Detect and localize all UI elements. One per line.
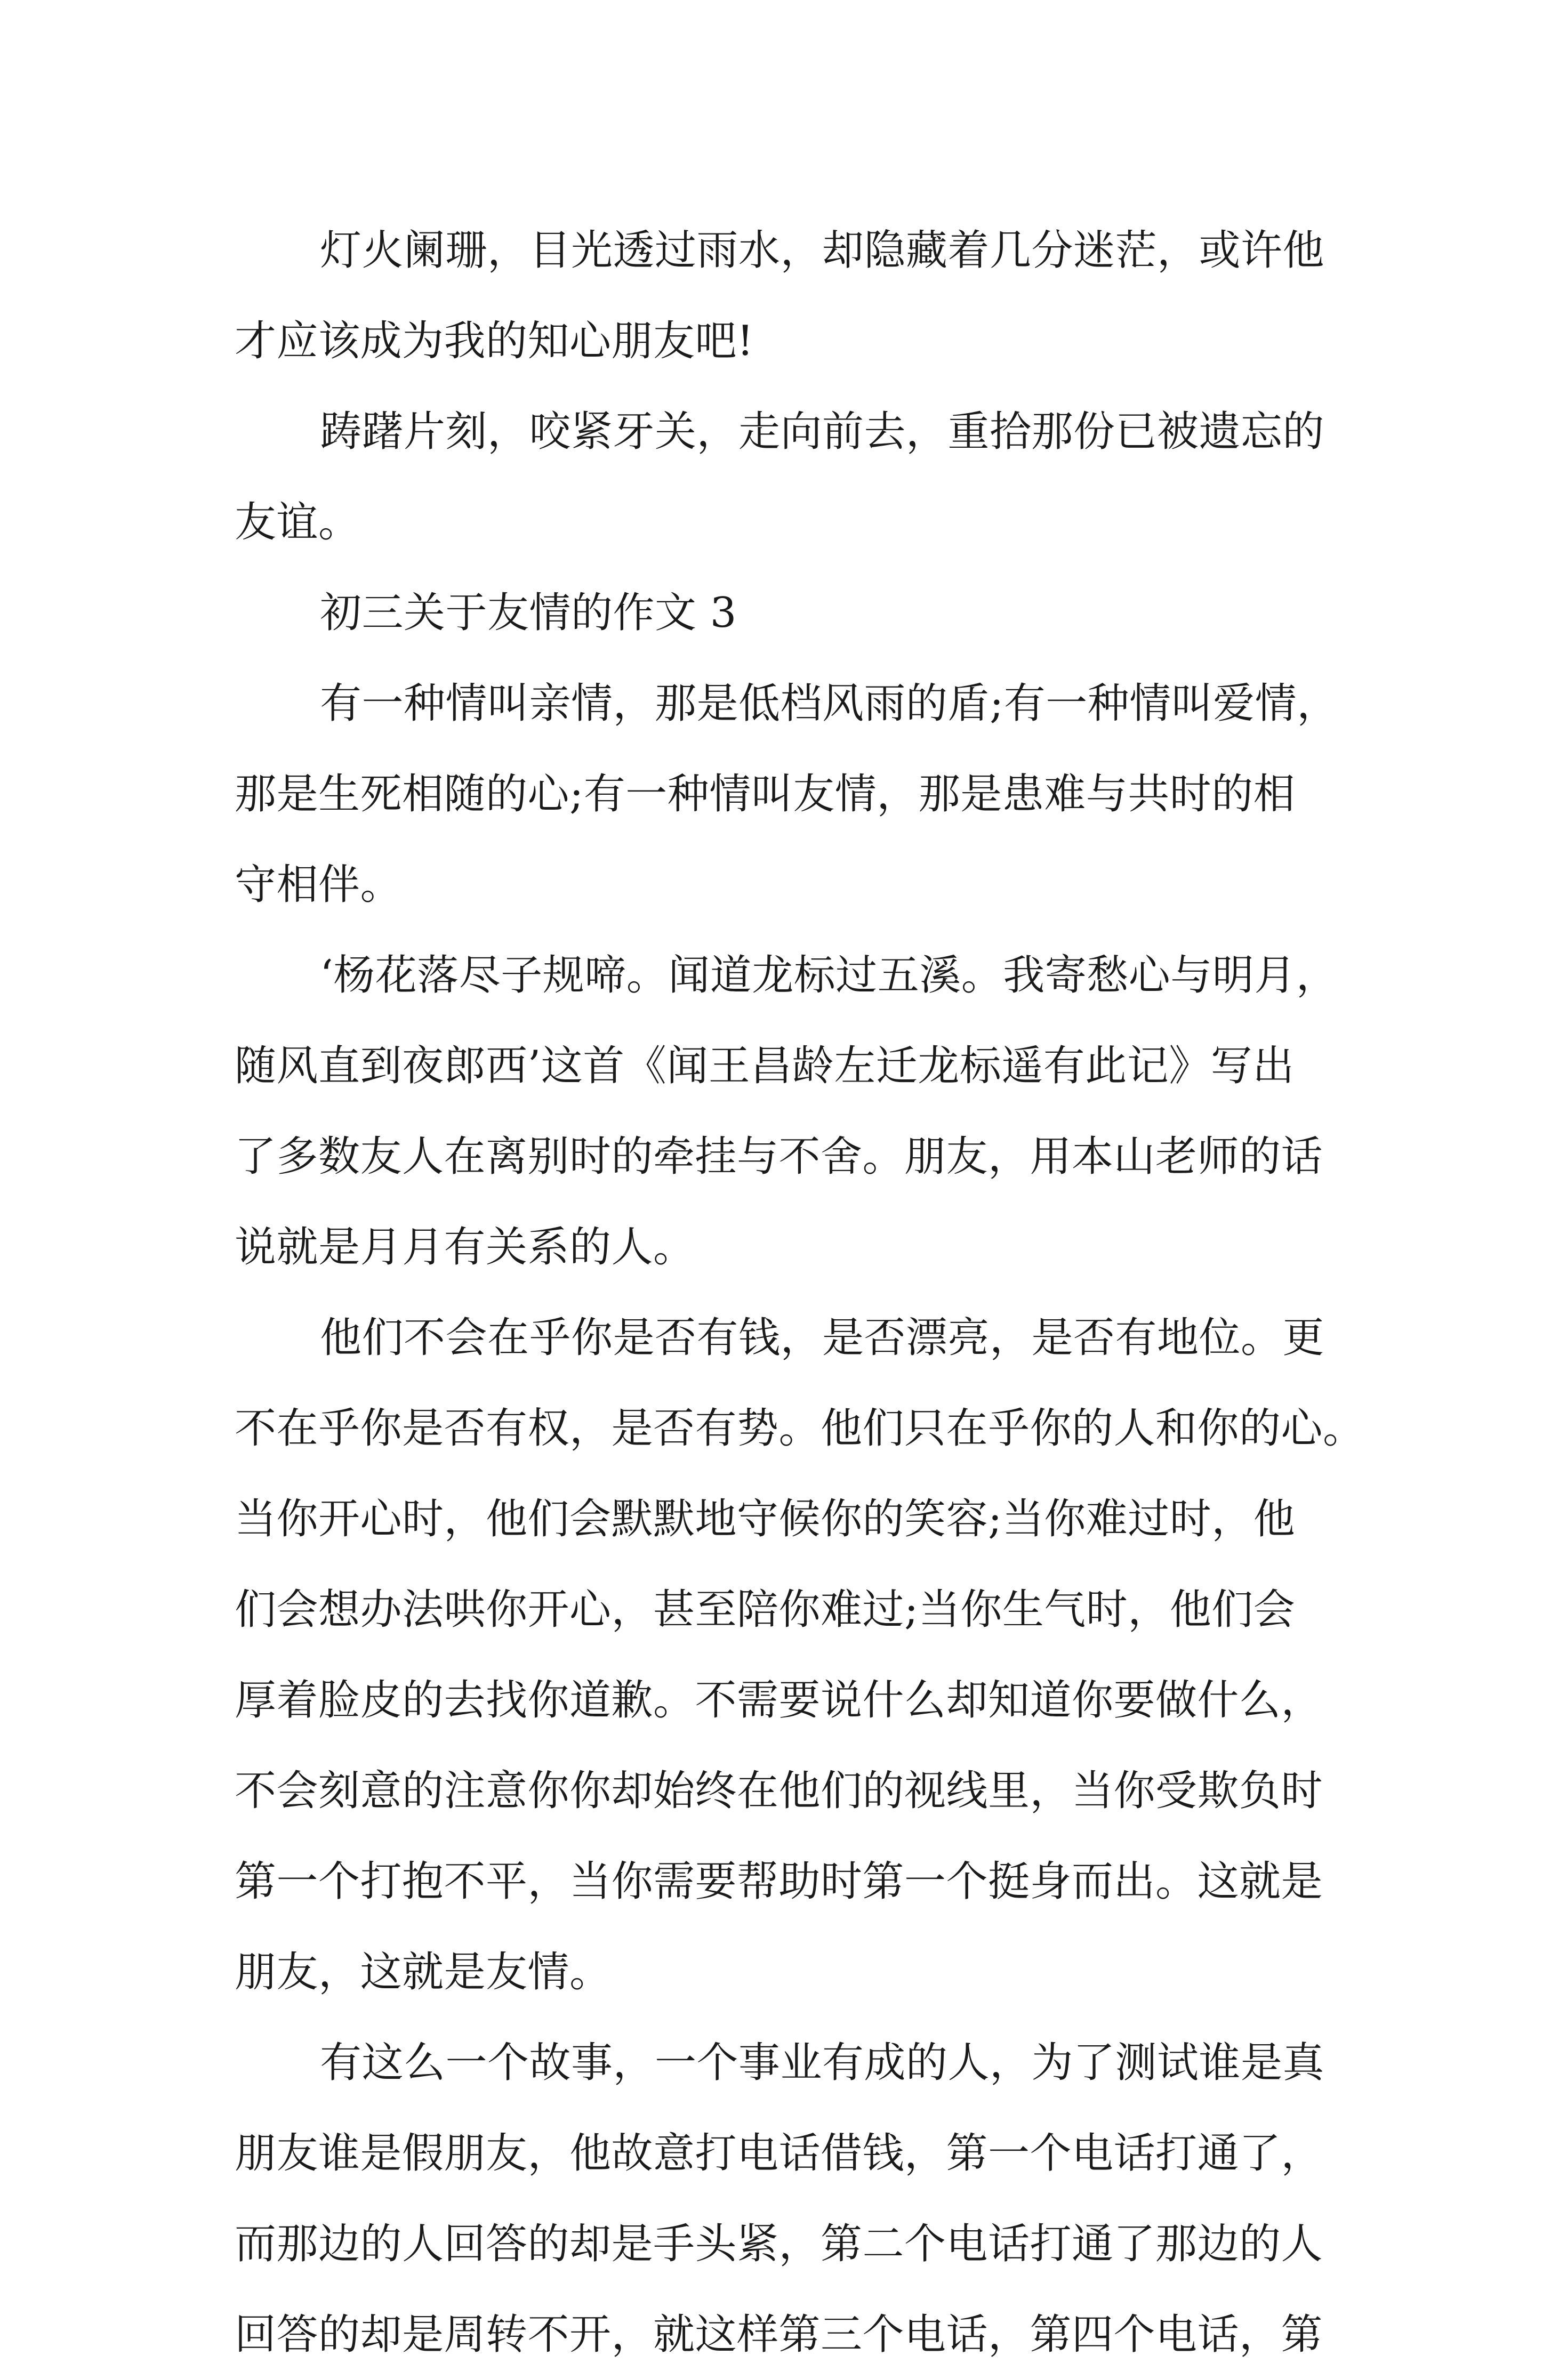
text-line: 朋友谁是假朋友，他故意打电话借钱，第一个电话打通了， — [235, 2129, 1323, 2177]
text-line: 友谊。 — [235, 498, 360, 546]
paragraph-5 — [235, 1293, 1365, 2018]
text-line: 那是生死相随的心;有一种情叫友情，那是患难与共时的相 — [235, 770, 1296, 818]
text-line: 了多数友人在离别时的牵挂与不舍。朋友，用本山老师的话 — [235, 1133, 1323, 1181]
text-line: 说就是月月有关系的人。 — [235, 1223, 695, 1271]
text-line: 第一个打抱不平，当你需要帮助时第一个挺身而出。这就是 — [235, 1858, 1323, 1906]
text-line: 回答的却是周转不开，就这样第三个电话，第四个电话，第 — [235, 2311, 1323, 2359]
paragraph-4 — [235, 930, 1338, 1293]
text-line: 不会刻意的注意你你却始终在他们的视线里，当你受欺负时 — [235, 1767, 1323, 1815]
text-line: 不在乎你是否有权，是否有势。他们只在乎你的人和你的心。 — [235, 1405, 1365, 1453]
text-line: 才应该成为我的知心朋友吧! — [235, 317, 754, 365]
paragraph-6 — [235, 2018, 1333, 2380]
text-line: 们会想办法哄你开心，甚至陪你难过;当你生气时，他们会 — [235, 1586, 1296, 1634]
text-line: 有这么一个故事，一个事业有成的人，为了测试谁是真 — [320, 2039, 1325, 2087]
text-line: 他们不会在乎你是否有钱，是否漂亮，是否有地位。更 — [320, 1314, 1325, 1362]
document-body — [235, 205, 1365, 2380]
text-line: 朋友，这就是友情。 — [235, 1948, 612, 1996]
text-line: 随风直到夜郎西’这首《闻王昌龄左迁龙标遥有此记》写出 — [235, 1042, 1295, 1090]
text-line: 踌躇片刻，咬紧牙关，走向前去，重拾那份已被遗忘的 — [320, 408, 1325, 456]
text-line: 有一种情叫亲情，那是低档风雨的盾;有一种情叫爱情， — [320, 680, 1339, 728]
text-line: 而那边的人回答的却是手头紧，第二个电话打通了那边的人 — [235, 2220, 1323, 2268]
text-line: ‘杨花落尽子规啼。闻道龙标过五溪。我寄愁心与明月， — [320, 951, 1338, 999]
paragraph-3 — [235, 658, 1339, 930]
paragraph-2 — [235, 386, 1333, 568]
section-heading: 初三关于友情的作文 3 — [320, 589, 737, 637]
text-line: 当你开心时，他们会默默地守候你的笑容;当你难过时，他 — [235, 1495, 1296, 1543]
text-line: 灯火阑珊，目光透过雨水，却隐藏着几分迷茫，或许他 — [320, 227, 1325, 275]
paragraph-1 — [235, 205, 1333, 386]
text-line: 守相伴。 — [235, 861, 403, 909]
text-line: 厚着脸皮的去找你道歉。不需要说什么却知道你要做什么， — [235, 1676, 1323, 1724]
